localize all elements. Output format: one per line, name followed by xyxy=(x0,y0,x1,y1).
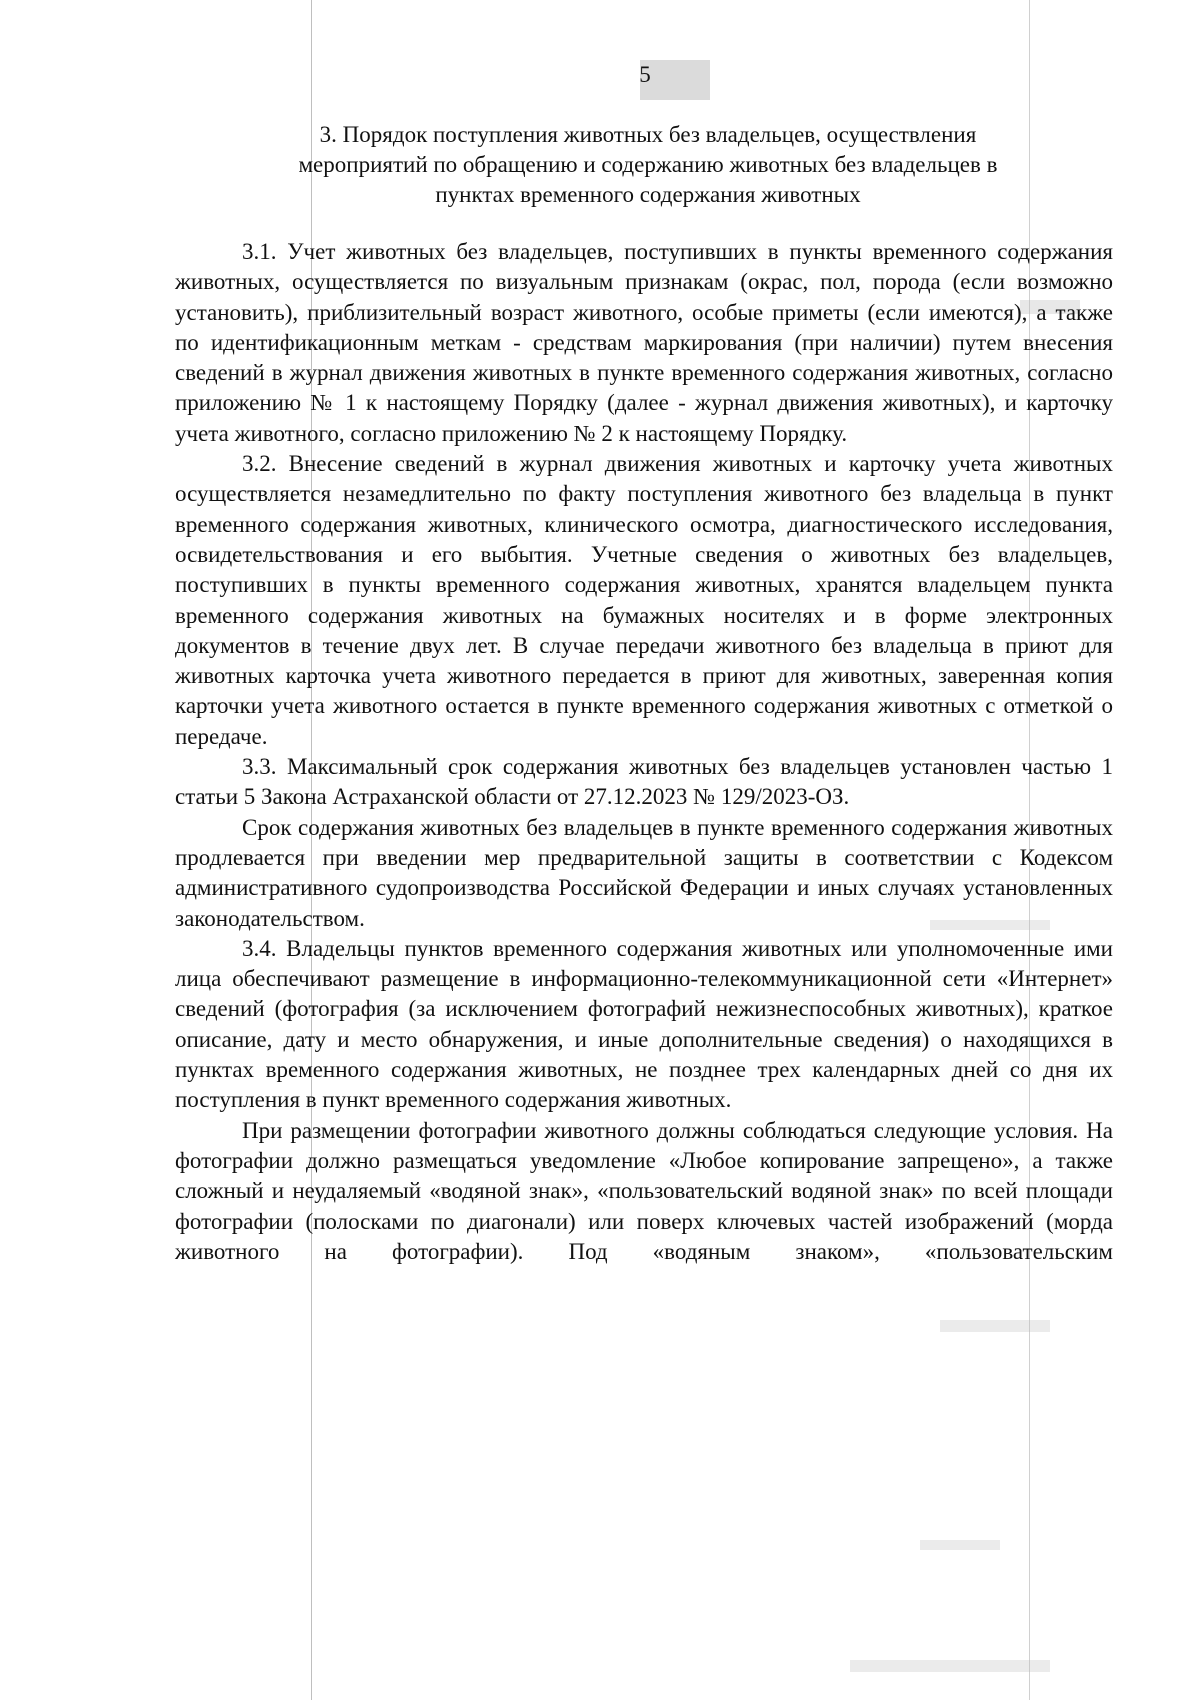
scan-speckle xyxy=(920,1540,1000,1550)
section-heading-line: мероприятий по обращению и содержанию животных без владельцев в xyxy=(298,152,998,177)
paragraph-3-3: 3.3. Максимальный срок содержания животных без владельцев установлен частью 1 статьи 5 Закона Астраханской области от 27.12.2023 № 129/2023-ОЗ. xyxy=(175,754,1113,810)
scan-speckle xyxy=(940,1320,1050,1332)
page-number: 5 xyxy=(639,62,651,87)
section-heading-line: пунктах временного содержания животных xyxy=(435,182,861,207)
paragraph-photo-conditions: При размещении фотографии животного должны соблюдаться следующие условия. На фотографии должно размещаться уведомление «Любое копирование запрещено», а также сложный и неудаляемый «водяной знак», «пользовательский водяной знак» по всей площади фотографии (полосками по диагонали) или поверх ключевых частей изображений (морда животного на фотографии). Под «водяным знаком», «пользовательским xyxy=(175,1117,1113,1264)
section-heading-line: 3. Порядок поступления животных без владельцев, осуществления xyxy=(319,122,977,147)
scan-speckle xyxy=(850,1660,1050,1672)
document-body xyxy=(175,237,1113,1267)
paragraph-3-1: 3.1. Учет животных без владельцев, поступивших в пункты временного содержания животных, осуществляется по визуальным признакам (окрас, пол, порода (если возможно установить), приблизительный возраст животного, особые приметы (если имеются), а также по идентификационным меткам - средствам маркирования (при наличии) путем внесения сведений в журнал движения животных в пункте временного содержания животных, согласно приложению № 1 к настоящему Порядку (далее - журнал движения животных), и карточку учета животного, согласно приложению № 2 к настоящему Порядку. xyxy=(175,239,1113,446)
paragraph-3-2: 3.2. Внесение сведений в журнал движения животных и карточку учета животных осуществляется незамедлительно по факту поступления животного без владельца в пункт временного содержания животных, клинического осмотра, диагностического исследования, освидетельствования и его выбытия. Учетные сведения о животных без владельцев, поступивших в пункты временного содержания животных, хранятся владельцем пункта временного содержания животных на бумажных носителях и в форме электронных документов в течение двух лет. В случае передачи животного без владельца в приют для животных карточка учета животного передается в приют для животных, заверенная копия карточки учета животного остается в пункте временного содержания животных с отметкой о передаче. xyxy=(175,451,1113,749)
paragraph-term-extension: Срок содержания животных без владельцев в пункте временного содержания животных продлевается при введении мер предварительной защиты в соответствии с Кодексом административного судопроизводства Российской Федерации и иных случаях установленных законодательством. xyxy=(175,814,1113,931)
section-heading xyxy=(206,120,1090,210)
paragraph-3-4: 3.4. Владельцы пунктов временного содержания животных или уполномоченные ими лица обеспечивают размещение в информационно-телекоммуникационной сети «Интернет» сведений (фотография (за исключением фотографий нежизнеспособных животных), краткое описание, дату и место обнаружения, и иные дополнительные сведения) о находящихся в пунктах временного содержания животных, не позднее трех календарных дней со дня их поступления в пункт временного содержания животных. xyxy=(175,935,1113,1113)
